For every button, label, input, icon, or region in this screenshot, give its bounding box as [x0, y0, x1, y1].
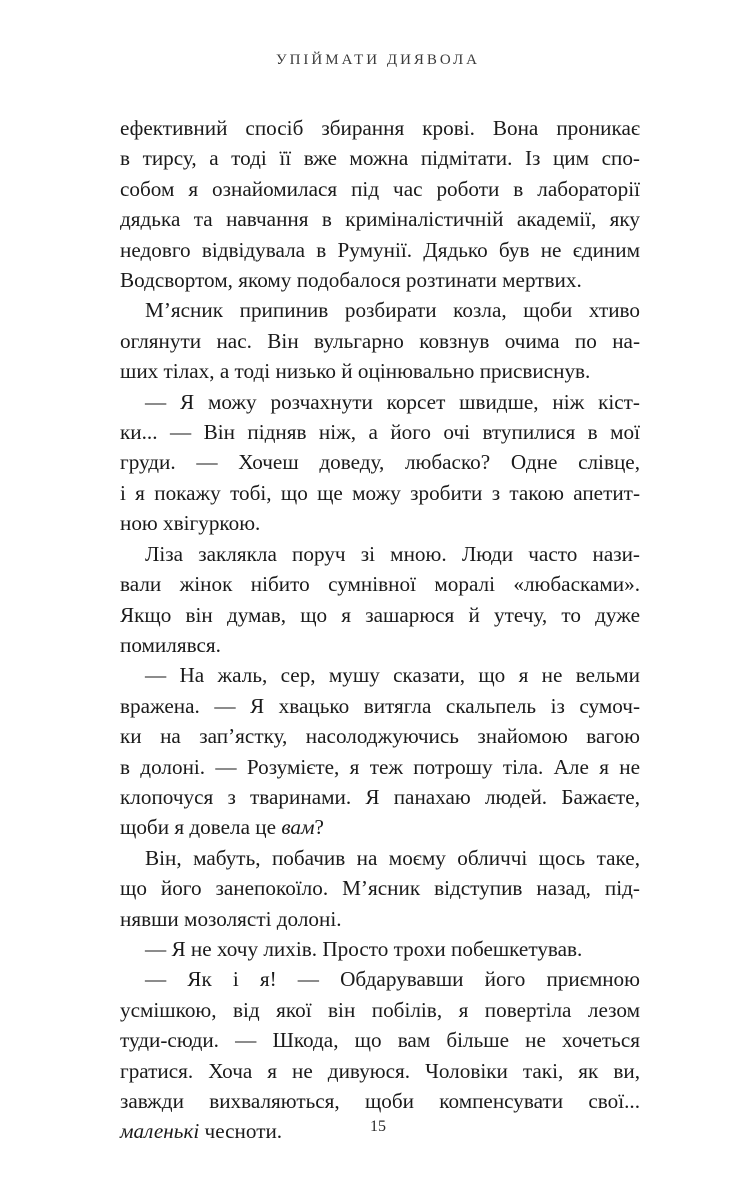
- text-line: — Я не хочу лихів. Просто трохи побешкетував.: [145, 936, 583, 961]
- page-number: 15: [370, 1118, 386, 1135]
- text-line: ки на зап’ястку, насолоджуючись знайомою вагою: [120, 724, 640, 749]
- text-line: усмішкою, від якої він побілів, я повертіла лезом: [120, 997, 640, 1022]
- text-line: Якщо він думав, що я зашарюся й утечу, то дуже: [120, 602, 640, 627]
- text-line: нявши мозолясті долоні.: [120, 906, 342, 931]
- text-line: дядька та навчання в криміналістичній академії, яку: [120, 207, 640, 232]
- text-fragment: ?: [314, 815, 324, 840]
- text-line: що його занепокоїло. М’ясник відступив назад, під-: [120, 876, 640, 901]
- text-line: собом я ознайомилася під час роботи в лабораторії: [120, 176, 640, 201]
- emphasis: вам: [281, 815, 315, 840]
- text-line: М’ясник припинив розбирати козла, щоби хтиво: [145, 298, 640, 323]
- text-line: — Як і я! — Обдарувавши його приємною: [145, 967, 640, 992]
- text-line: [120, 812, 640, 842]
- text-line: клопочуся з тваринами. Я панахаю людей. Бажаєте,: [120, 784, 640, 809]
- text-line: і я покажу тобі, що ще можу зробити з такою апетит-: [120, 480, 640, 505]
- text-line: ною хвігуркою.: [120, 511, 261, 536]
- running-head: УПІЙМАТИ ДИЯВОЛА: [275, 52, 481, 68]
- text-line: — Я можу розчахнути корсет швидше, ніж кіст-: [145, 389, 640, 414]
- text-line: Водсвортом, якому подобалося розтинати мертвих.: [120, 268, 582, 293]
- text-line: туди-сюди. — Шкода, що вам більше не хочеться: [120, 1028, 640, 1053]
- text-fragment: чесноти.: [199, 1119, 283, 1144]
- text-line: ефективний спосіб збирання крові. Вона проникає: [120, 116, 640, 140]
- text-line: недовго відвідувала в Румунії. Дядько був не єдиним: [120, 237, 640, 262]
- text-line: вражена. — Я хвацько витягла скальпель із сумоч-: [120, 693, 640, 718]
- text-line: ки... — Він підняв ніж, а його очі втупилися в мої: [120, 420, 640, 445]
- text-line: завжди вихваляються, щоби компенсувати свої...: [120, 1089, 640, 1113]
- text-line: ших тілах, а тоді низько й оцінювально присвиснув.: [120, 359, 591, 384]
- body-text: [120, 113, 640, 1147]
- text-line: в долоні. — Розумієте, я теж потрошу тіла. Але я не: [120, 754, 640, 779]
- text-fragment: щоби я довела це: [120, 815, 282, 840]
- text-line: Ліза заклякла поруч зі мною. Люди часто нази-: [145, 541, 640, 566]
- text-line: вали жінок нібито сумнівної моралі «любасками».: [120, 572, 640, 597]
- emphasis: маленькі: [120, 1119, 200, 1144]
- text-line: оглянути нас. Він вульгарно ковзнув очима по на-: [120, 328, 640, 353]
- text-line: груди. — Хочеш доведу, любаско? Одне слівце,: [120, 450, 640, 475]
- text-line: гратися. Хоча я не дивуюся. Чоловіки такі, як ви,: [120, 1058, 640, 1083]
- text-line: помилявся.: [120, 632, 221, 657]
- text-line: Він, мабуть, побачив на моєму обличчі щось таке,: [145, 845, 640, 870]
- text-line: в тирсу, а тоді її вже можна підмітати. Із цим спо-: [120, 146, 640, 171]
- text-line: — На жаль, сер, мушу сказати, що я не вельми: [145, 663, 640, 688]
